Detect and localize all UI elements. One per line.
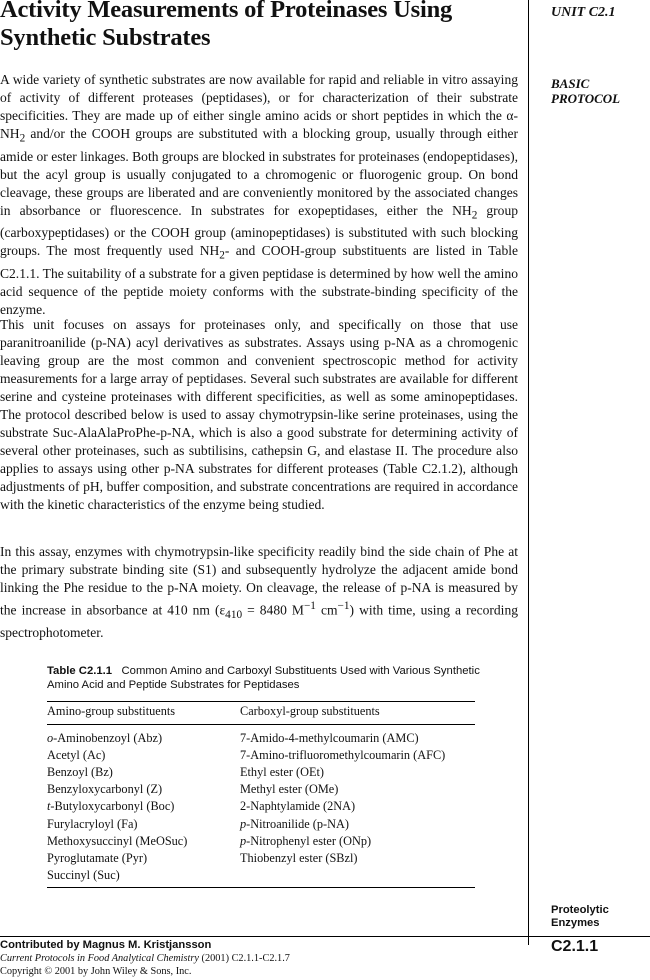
amino-substituent-cell: Furylacryloyl (Fa) [47,816,138,831]
section-label-line2: Enzymes [551,917,600,929]
table-row [47,747,475,764]
substituents-table [47,701,475,888]
protocol-label [551,76,620,106]
journal-citation: Current Protocols in Food Analytical Chemistry (2001) C2.1.1-C2.1.7 [0,953,290,964]
table-row [47,725,475,748]
amino-substituent-cell: o-Aminobenzoyl (Abz) [47,731,163,746]
copyright-line: Copyright © 2001 by John Wiley & Sons, Inc. [0,966,192,977]
amino-substituent-cell: t-Butyloxycarbonyl (Boc) [47,799,175,814]
section-label [551,904,609,930]
page-number: C2.1.1 [551,938,599,955]
table-row [47,798,475,815]
table-caption-text: Common Amino and Carboxyl Substituents Used with Various Synthetic Amino Acid and Peptide Substrates for Peptidases [47,665,480,691]
paragraph-scope: This unit focuses on assays for proteinases only, and specifically on those that use paranitroanilide (p-NA) acyl derivatives as substrates. Assays using p-NA as a chromogenic leaving group are the most common and convenient spectroscopic method for activity measurements for a large array of peptidases. Several such substrates are available for different serine and cysteine proteinases with different specificities, as well as some aminopeptidases. The protocol described below is used to assay chymotrypsin-like serine proteinases, using the substrate Suc-AlaAlaProPhe-p-NA, which is also a good substrate for determining activity of several other proteinases, such as subtilisins, cathepsin G, and elastase II. The procedure also applies to assays using other p-NA substrates for different proteases (Table C2.1.2), although adjustments of pH, buffer composition, and substrate concentrations are required in accordance with the kinetic characteristics of the enzyme being studied. [0,317,518,512]
table-header-carboxyl: Carboxyl-group substituents [240,702,475,725]
carboxyl-substituent-cell: 7-Amido-4-methylcoumarin (AMC) [240,731,419,746]
table-header-amino: Amino-group substituents [47,702,240,725]
carboxyl-substituent-cell: Methyl ester (OMe) [240,782,339,797]
paragraph-intro: A wide variety of synthetic substrates are now available for rapid and reliable in vitro assaying of activity of different proteases (peptidases), or for characterization of their substrate specificities. They are made up of either single amino acids or short peptides in which the $\alpha-NH_2$ and/or the COOH groups are substituted with a blocking group, usually through either amide or ester linkages. Both groups are blocked in substrates for proteinases (endopeptidases), but the acyl group is usually conjugated to a chromogenic or fluorogenic group. On bond cleavage, these groups are liberated and are conveniently monitored by the associated changes in absorbance or fluorescence. In substrates for exopeptidases, either the $NH_2$ group (carboxypeptidases) or the COOH group (aminopeptidases) is substituted with such blocking groups. The most frequently used $NH_2-$ and COOH-group substituents are listed in Table C2.1.1. The suitability of a substrate for a given peptidase is determined by how well the amino acid sequence of the peptide moiety conforms with the substrate-binding specificity of the enzyme. [0,72,518,318]
table-row [47,781,475,798]
table-label: Table C2.1.1 [47,665,113,677]
paragraph-assay: In this assay, enzymes with chymotrypsin-like specificity readily bind the side chain of Phe at the primary substrate binding site (S1) and subsequently hydrolyze the adjacent amide bond linking the Phe residue to the p-NA moiety. On cleavage, the release of p-NA is measured by the increase in absorbance at 410 nm ($\varepsilon_{410} = 8480$ $M^{-1}$ $cm^{-1}$) with time, using a recording spectrophotometer. [0,544,518,641]
unit-label: UNIT C2.1 [551,5,616,20]
table-row [47,867,475,888]
vertical-rule [528,0,529,945]
table-row [47,764,475,781]
table-row [47,816,475,833]
amino-substituent-cell: Pyroglutamate (Pyr) [47,850,148,865]
section-label-line1: Proteolytic [551,904,609,916]
amino-substituent-cell: Acetyl (Ac) [47,748,106,763]
carboxyl-substituent-cell: Thiobenzyl ester (SBzl) [240,850,358,865]
table-caption [47,664,487,692]
table-row [47,833,475,850]
carboxyl-substituent-cell [240,867,475,888]
footer-rule [0,936,650,937]
contributor-line: Contributed by Magnus M. Kristjansson [0,939,212,951]
carboxyl-substituent-cell: p-Nitroanilide (p-NA) [240,816,349,831]
carboxyl-substituent-cell: 7-Amino-trifluoromethylcoumarin (AFC) [240,748,446,763]
amino-substituent-cell: Benzyloxycarbonyl (Z) [47,782,163,797]
protocol-label-line2: PROTOCOL [551,91,621,106]
amino-substituent-cell: Methoxysuccinyl (MeOSuc) [47,833,188,848]
carboxyl-substituent-cell: 2-Naphtylamide (2NA) [240,799,356,814]
protocol-label-line1: BASIC [551,76,590,91]
carboxyl-substituent-cell: p-Nitrophenyl ester (ONp) [240,833,372,848]
amino-substituent-cell: Benzoyl (Bz) [47,765,113,780]
page-title: Activity Measurements of Proteinases Using Synthetic Substrates [0,0,453,51]
amino-substituent-cell: Succinyl (Suc) [47,867,240,888]
carboxyl-substituent-cell: Ethyl ester (OEt) [240,765,325,780]
table-row [47,850,475,867]
